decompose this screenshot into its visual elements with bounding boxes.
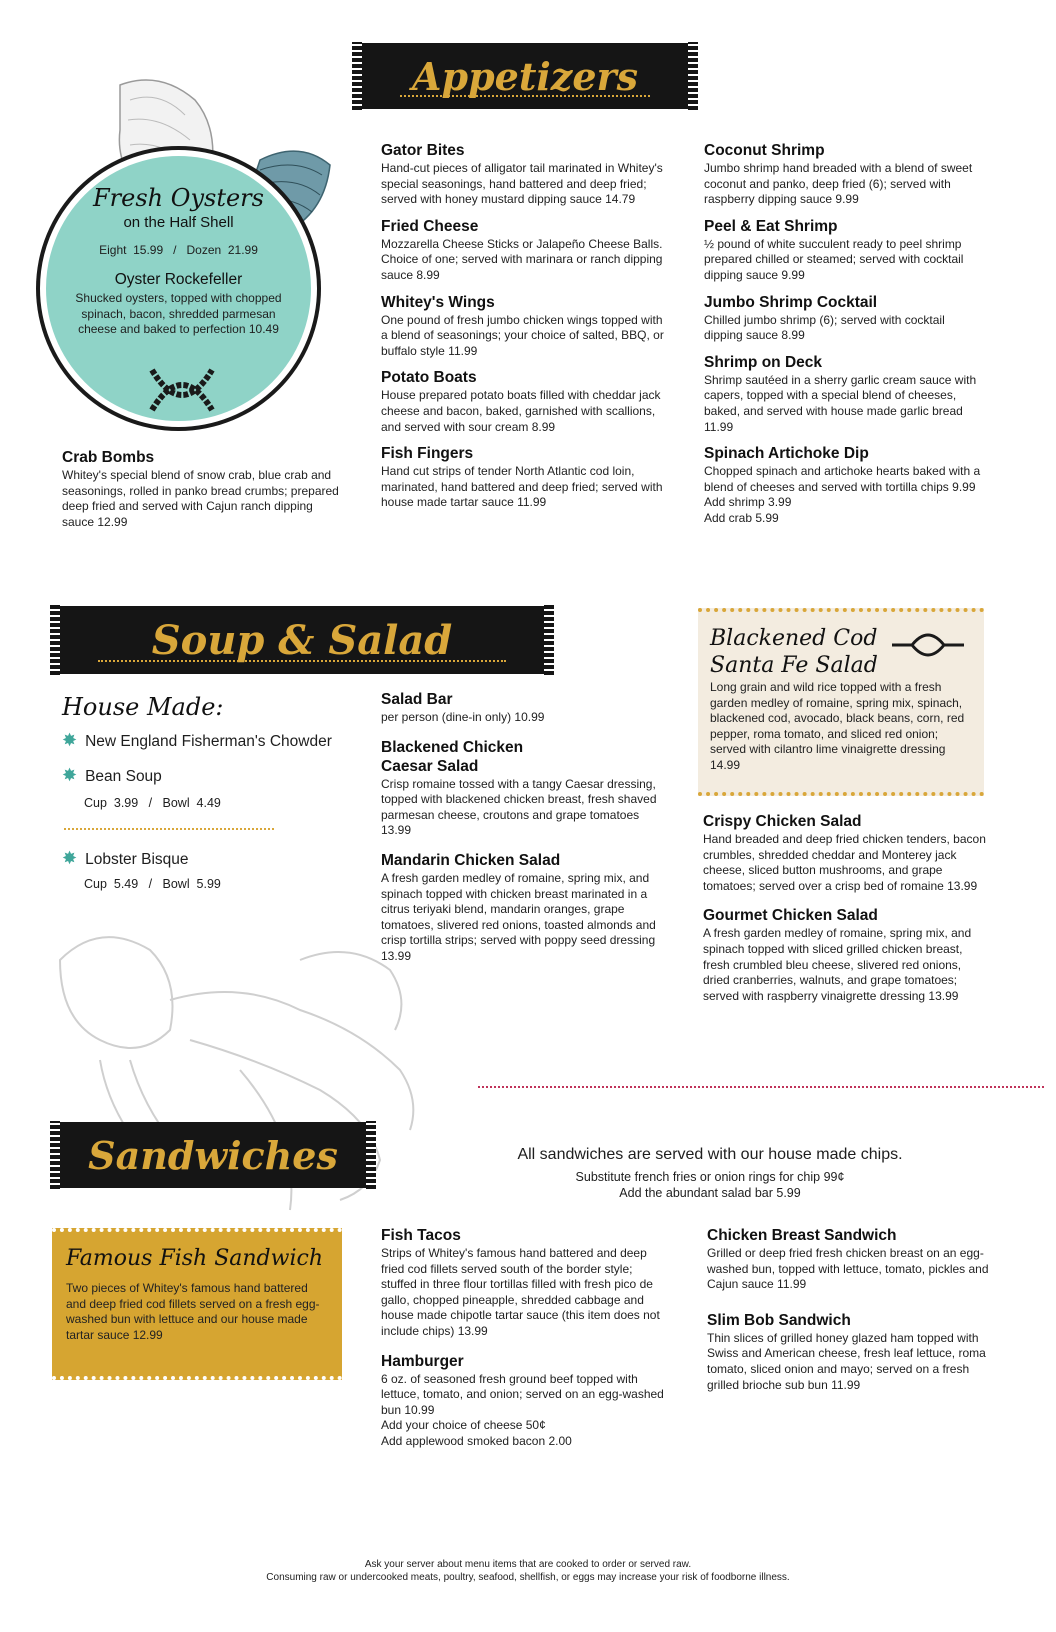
banner-dotted-rule bbox=[98, 660, 506, 662]
item-desc: per person (dine-in only) 10.99 bbox=[381, 710, 545, 724]
famous-fish-title: Famous Fish Sandwich bbox=[66, 1246, 323, 1271]
item-desc: Hand-cut pieces of alligator tail marinated in Whitey's special seasonings, hand battered and deep fried; served with honey mustard dipping sauce 14.79 bbox=[381, 161, 663, 207]
appetizers-title: Appetizers bbox=[412, 53, 638, 99]
menu-item bbox=[707, 1226, 992, 1293]
item-name: Mandarin Chicken Salad bbox=[381, 851, 561, 869]
soup-divider bbox=[64, 828, 274, 830]
appetizers-column-3 bbox=[704, 141, 984, 536]
menu-item bbox=[704, 444, 984, 526]
sandwiches-banner bbox=[58, 1124, 368, 1186]
crab-bombs-item bbox=[62, 448, 342, 530]
menu-item bbox=[381, 444, 666, 511]
item-name: Slim Bob Sandwich bbox=[707, 1311, 851, 1329]
item-name: Whitey's Wings bbox=[381, 293, 495, 311]
item-desc: Thin slices of grilled honey glazed ham topped with Swiss and American cheese, fresh leaf lettuce, roma tomato, sliced onion and mayo; served on a fresh grilled brioche sub bun 11.99 bbox=[707, 1330, 986, 1392]
item-name: Coconut Shrimp bbox=[704, 142, 825, 159]
item-desc: A fresh garden medley of romaine, spring mix, and spinach topped with chicken breast marinated in a citrus teriyaki blend, mandarin oranges, grape tomatoes, slivered red onions, toasted almonds and crisp tortilla strips; served with poppy seed dressing 13.99 bbox=[381, 870, 656, 963]
item-desc: Hand cut strips of tender North Atlantic cod loin, marinated, hand battered and deep fried; served with house made tartar sauce 11.99 bbox=[381, 464, 663, 510]
soups-list bbox=[62, 730, 362, 891]
menu-item bbox=[381, 690, 666, 726]
item-name: Fish Fingers bbox=[381, 445, 474, 463]
menu-item bbox=[381, 293, 666, 360]
item-desc: Chilled jumbo shrimp (6); served with cocktail dipping sauce 8.99 bbox=[704, 312, 945, 343]
sandwich-notes bbox=[430, 1146, 990, 1200]
sandwich-note-sub: Add the abundant salad bar 5.99 bbox=[619, 1186, 801, 1200]
item-desc: Strips of Whitey's famous hand battered and deep fried cod fillets served south of the border style; stuffed in three flour tortillas filled with fresh pico de gallo, chopped pineapple, shredded cabbage and house made chipotle tartar sauce (this item does not include chips) 13.99 bbox=[381, 1246, 660, 1338]
item-name: Fish Tacos bbox=[381, 1227, 461, 1244]
fresh-oysters-title: Fresh Oysters bbox=[93, 184, 264, 212]
menu-item bbox=[381, 141, 666, 208]
menu-item bbox=[381, 738, 666, 839]
item-desc: Hand breaded and deep fried chicken tenders, bacon crumbles, shredded cheddar and Monterey jack cheese, sliced button mushrooms, and grape tomatoes; served over a crisp bed of romaine 13.99 bbox=[703, 832, 986, 893]
item-desc: One pound of fresh jumbo chicken wings topped with a blend of seasonings; your choice of salted, BBQ, or buffalo style 11.99 bbox=[381, 312, 664, 358]
item-addon: Add shrimp 3.99 bbox=[704, 495, 792, 510]
item-name: Gourmet Chicken Salad bbox=[703, 907, 878, 925]
famous-fish-desc: Two pieces of Whitey's famous hand battered and deep fried cod fillets served on a fresh egg-washed bun with lettuce and our house made tartar sauce 12.99 bbox=[66, 1281, 320, 1342]
item-addon: Add your choice of cheese 50¢ bbox=[381, 1418, 546, 1433]
item-desc: Shrimp sautéed in a sherry garlic cream sauce with capers, topped with a special blend of cheeses, baked, and served with house made garlic bread 11.99 bbox=[704, 372, 977, 434]
menu-item bbox=[704, 217, 984, 284]
item-addon: Add crab 5.99 bbox=[704, 510, 779, 525]
santa-fe-salad-card bbox=[698, 608, 984, 796]
menu-item bbox=[381, 368, 666, 435]
item-desc: Jumbo shrimp hand breaded with a blend of sweet coconut and panko, deep fried (6); served with raspberry dipping sauce 9.99 bbox=[704, 161, 973, 207]
menu-item bbox=[381, 217, 666, 284]
soup-item bbox=[62, 765, 362, 786]
oyster-rockefeller-desc: Shucked oysters, topped with chopped spinach, bacon, shredded parmesan cheese and baked to perfection 10.49 bbox=[75, 291, 282, 336]
item-name: Gator Bites bbox=[381, 142, 465, 159]
sandwich-note-main: All sandwiches are served with our house made chips. bbox=[517, 1146, 903, 1163]
sandwiches-column-3 bbox=[707, 1226, 992, 1402]
item-desc: ½ pound of white succulent ready to peel shrimp prepared chilled or steamed; served with cocktail dipping sauce 9.99 bbox=[704, 236, 964, 282]
star-bullet-icon: ✸ bbox=[62, 730, 78, 750]
salads-column-2 bbox=[381, 690, 666, 974]
menu-item bbox=[381, 1226, 671, 1340]
menu-item bbox=[381, 1352, 671, 1450]
menu-item bbox=[704, 353, 984, 435]
oyster-prices: Eight 15.99 / Dozen 21.99 bbox=[99, 243, 258, 257]
appetizers-column-2 bbox=[381, 141, 666, 520]
item-addon: Add applewood smoked bacon 2.00 bbox=[381, 1433, 572, 1448]
crab-bombs-name: Crab Bombs bbox=[62, 449, 155, 466]
item-desc: Crisp romaine tossed with a tangy Caesar dressing, topped with blackened chicken breast, fresh shaved parmesan cheese, croutons and grape tomatoes 13.99 bbox=[381, 776, 657, 838]
rope-knot-icon bbox=[142, 360, 222, 420]
item-name: Potato Boats bbox=[381, 369, 477, 387]
item-name: Blackened Chicken Caesar Salad bbox=[381, 738, 524, 775]
soup-name: Lobster Bisque bbox=[85, 851, 189, 868]
footer-line: Consuming raw or undercooked meats, poultry, seafood, shellfish, or eggs may increase your risk of foodborne illness. bbox=[266, 1572, 790, 1583]
sandwiches-column-2 bbox=[381, 1226, 671, 1459]
salads-column-3 bbox=[703, 812, 988, 1013]
item-desc: Mozzarella Cheese Sticks or Jalapeño Cheese Balls. Choice of one; served with marinara or ranch dipping sauce 8.99 bbox=[381, 236, 663, 282]
item-desc: 6 oz. of seasoned fresh ground beef topped with lettuce, tomato, and onion; served on an egg-washed bun 10.99 bbox=[381, 1371, 664, 1417]
item-name: Spinach Artichoke Dip bbox=[704, 445, 869, 463]
soup-name: New England Fisherman's Chowder bbox=[85, 733, 332, 750]
item-name: Shrimp on Deck bbox=[704, 353, 822, 371]
item-name: Fried Cheese bbox=[381, 217, 479, 235]
item-desc: A fresh garden medley of romaine, spring mix, and spinach topped with sliced grilled chicken breast, fresh crumbled bleu cheese, slivered red onions, dried cranberries, walnuts, and grape tomatoes; served with raspberry vinaigrette dressing 13.99 bbox=[703, 926, 972, 1003]
soup-salad-title: Soup & Salad bbox=[151, 616, 453, 664]
oyster-rockefeller-name: Oyster Rockefeller bbox=[114, 271, 243, 288]
famous-fish-sandwich-card bbox=[52, 1228, 342, 1380]
sandwiches-title: Sandwiches bbox=[88, 1132, 338, 1178]
banner-dotted-rule bbox=[400, 95, 650, 97]
soup-salad-banner bbox=[58, 608, 546, 672]
section-divider bbox=[478, 1086, 1044, 1088]
menu-item bbox=[381, 851, 666, 965]
santa-fe-desc: Long grain and wild rice topped with a fresh garden medley of romaine, spring mix, spinach, blackened cod, avocado, black beans, corn, red pepper, roma tomato, and sliced red onion; served with cilantro lime vinaigrette dressing 14.99 bbox=[710, 680, 965, 772]
house-made-label: House Made: bbox=[62, 693, 224, 721]
menu-item bbox=[703, 906, 988, 1004]
footer-line: Ask your server about menu items that are cooked to order or served raw. bbox=[364, 1559, 692, 1570]
item-name: Peel & Eat Shrimp bbox=[704, 217, 838, 235]
rope-knot-icon bbox=[892, 630, 964, 660]
item-name: Salad Bar bbox=[381, 691, 453, 708]
santa-fe-title-1: Blackened Cod bbox=[710, 626, 878, 651]
soup-price: Cup 5.49 / Bowl 5.99 bbox=[84, 877, 221, 891]
soup-item bbox=[62, 730, 362, 751]
menu-item bbox=[707, 1311, 992, 1393]
item-name: Jumbo Shrimp Cocktail bbox=[704, 293, 878, 311]
footer-disclaimer bbox=[0, 1558, 1056, 1584]
fresh-oysters-subtitle: on the Half Shell bbox=[123, 214, 234, 231]
item-desc: House prepared potato boats filled with cheddar jack cheese and bacon, baked, garnished with scallions, and served with sour cream 8.99 bbox=[381, 388, 661, 434]
menu-item bbox=[703, 812, 988, 894]
sandwich-note-sub: Substitute french fries or onion rings for chip 99¢ bbox=[575, 1170, 845, 1184]
soup-name: Bean Soup bbox=[85, 768, 162, 785]
item-name: Crispy Chicken Salad bbox=[703, 813, 862, 830]
item-name: Hamburger bbox=[381, 1352, 464, 1370]
menu-item bbox=[704, 293, 984, 344]
soup-price: Cup 3.99 / Bowl 4.49 bbox=[84, 796, 221, 810]
star-bullet-icon: ✸ bbox=[62, 765, 78, 785]
item-desc: Chopped spinach and artichoke hearts baked with a blend of cheeses and served with tortilla chips 9.99 bbox=[704, 464, 981, 494]
santa-fe-title-2: Santa Fe Salad bbox=[710, 653, 878, 678]
item-name: Chicken Breast Sandwich bbox=[707, 1227, 897, 1244]
appetizers-banner bbox=[360, 45, 690, 107]
menu-item bbox=[704, 141, 984, 208]
star-bullet-icon: ✸ bbox=[62, 848, 78, 868]
soup-item bbox=[62, 848, 362, 869]
item-desc: Grilled or deep fried fresh chicken breast on an egg-washed bun, topped with lettuce, tomato, pickles and Cajun sauce 11.99 bbox=[707, 1246, 989, 1292]
crab-bombs-desc: Whitey's special blend of snow crab, blue crab and seasonings, rolled in panko bread crumbs; prepared deep fried and served with Cajun ranch dipping sauce 12.99 bbox=[62, 468, 339, 529]
